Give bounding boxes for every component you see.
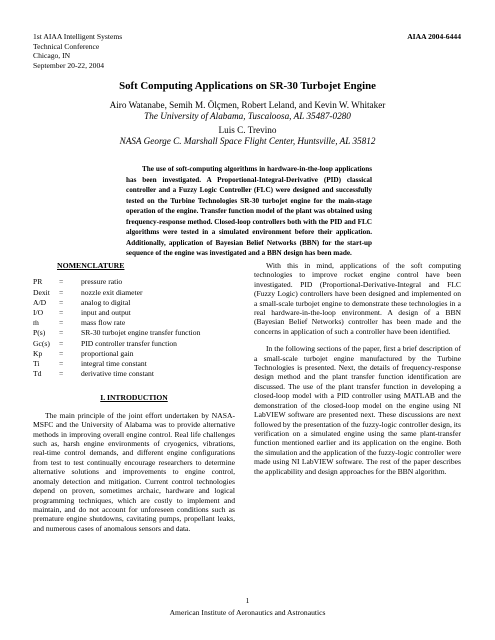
conference-line: Chicago, IN — [33, 51, 71, 61]
nomenclature-eq: = — [59, 277, 64, 287]
abstract: The use of soft-computing algorithms in hardware-in-the-loop applications has been investigated. A Proportional-Integral-Derivative (PID) classical controller and a Fuzzy Logic Controller (FLC) were designed and successfully tested on the Turbine Technologies SR-30 turbojet engine for the main-stage operation of the engine. Transfer function model of the plant was obtained using frequency-response method. Closed-loop controllers both with the PID and FLC algorithms were tested in a simulated environment before their application. Additionally, application of Bayesian Belief Networks (BBN) for the start-up sequence of the engine was investigated and a BBN design has been made. — [126, 165, 372, 257]
introduction-heading: I. INTRODUCTION — [100, 393, 168, 403]
nomenclature-def: input and output — [81, 308, 131, 318]
nomenclature-eq: = — [59, 369, 64, 379]
nomenclature-def: proportional gain — [81, 348, 134, 358]
nomenclature-eq: = — [59, 348, 64, 358]
left-column — [33, 261, 235, 533]
nomenclature-def: mass flow rate — [81, 318, 126, 328]
nomenclature-sym: I/O — [33, 308, 44, 318]
nomenclature-sym: ṁ — [33, 318, 39, 328]
nomenclature-sym: PR — [33, 277, 43, 287]
nomenclature-eq: = — [59, 328, 64, 338]
right-column — [254, 261, 461, 476]
nomenclature-row — [33, 318, 200, 328]
nomenclature-def: analog to digital — [81, 297, 131, 307]
nomenclature-def: integral time constant — [81, 359, 147, 369]
author-names: Airo Watanabe, Semih M. Ölçmen, Robert Leland, and Kevin W. Whitaker — [109, 100, 386, 110]
nomenclature-table — [33, 277, 200, 379]
footer-organization: American Institute of Aeronautics and Astronautics — [169, 608, 326, 617]
nomenclature-eq: = — [59, 287, 64, 297]
nomenclature-row — [33, 298, 200, 308]
nomenclature-def: nozzle exit diameter — [81, 287, 143, 297]
page-number: 1 — [245, 596, 250, 605]
nomenclature-row — [33, 288, 200, 298]
nomenclature-row — [33, 277, 200, 287]
nomenclature-row — [33, 349, 200, 359]
nomenclature-eq: = — [59, 308, 64, 318]
nomenclature-sym: Ti — [33, 359, 40, 369]
nomenclature-def: PID controller transfer function — [81, 338, 177, 348]
nomenclature-sym: P(s) — [33, 328, 46, 338]
nomenclature-sym: Kp — [33, 348, 43, 358]
paper-title: Soft Computing Applications on SR-30 Turbojet Engine — [119, 80, 376, 92]
paragraph: In the following sections of the paper, first a brief description of a small-scale turbojet engine manufactured by the Turbine Technologies is presented. Next, the details of frequency-response design method and the plant transfer function identification are discussed. The use of the plant transfer function in developing a closed-loop model with a PID controller using MATLAB and the demonstration of the closed-loop model on the engine using NI LabVIEW software are presented next. These discussions are next followed by the presentation of the fuzzy-logic controller design, its verification on a simulated engine using the same plant-transfer function mentioned earlier and its application on the engine. Both the simulation and the application of the fuzzy-logic controller were made using NI LabVIEW software. The rest of the paper describes the applicability and design approaches for the BBN algorithm. — [254, 344, 461, 476]
nomenclature-row — [33, 369, 200, 379]
author-names: Luis C. Trevino — [218, 125, 277, 135]
nomenclature-def: SR-30 turbojet engine transfer function — [81, 328, 201, 338]
conference-line: Technical Conference — [33, 41, 100, 51]
conference-header — [33, 32, 122, 70]
paragraph: The main principle of the joint effort undertaken by NASA-MSFC and the University of Alabama was to provide alternative methods in improving overall engine control. Real life challenges such as, harsh engine environments of cryogenics, vibrations, real-time control demands, and different engine configurations from test to test continually encourage researchers to determine alternative solutions and improvements to engine control, anomaly detection and mitigation. Current control technologies depend on proven, sometimes archaic, hardware and logical programming techniques, which are costly to implement and maintain, and do not account for unforeseen conditions such as premature engine shutdowns, cavitating pumps, propellant leaks, and numerous cases of anomalous sensors and data. — [33, 410, 235, 533]
nomenclature-eq: = — [59, 297, 64, 307]
paragraph: With this in mind, applications of the soft computing technologies to improve rocket engine control have been investigated. PID (Proportional-Derivative-Integral and FLC (Fuzzy Logic) controllers have been designed and implemented on a small-scale turbojet engine to demonstrate these technologies in a real hardware-in-the-loop environment. A design of a BBN (Bayesian Belief Networks) controller has been made and the concerns in application of such a controller have been identified. — [254, 261, 461, 336]
author-block — [0, 100, 495, 147]
author-affiliation: NASA George C. Marshall Space Flight Center, Huntsville, AL 35812 — [119, 136, 376, 146]
nomenclature-eq: = — [59, 359, 64, 369]
nomenclature-row — [33, 339, 200, 349]
nomenclature-eq: = — [59, 338, 64, 348]
nomenclature-sym: Gc(s) — [33, 338, 50, 348]
nomenclature-heading: NOMENCLATURE — [57, 261, 125, 270]
nomenclature-def: derivative time constant — [81, 369, 154, 379]
nomenclature-row — [33, 328, 200, 338]
author-affiliation: The University of Alabama, Tuscaloosa, AL 35487-0280 — [144, 111, 351, 121]
nomenclature-sym: Td — [33, 369, 42, 379]
nomenclature-row — [33, 308, 200, 318]
conference-line: September 20-22, 2004 — [33, 60, 105, 70]
paper-id: AIAA 2004-6444 — [407, 32, 461, 41]
nomenclature-row — [33, 359, 200, 369]
conference-line: 1st AIAA Intelligent Systems — [33, 32, 123, 41]
nomenclature-sym: A/D — [33, 297, 47, 307]
nomenclature-sym: Dexit — [33, 287, 50, 297]
nomenclature-def: pressure ratio — [81, 277, 123, 287]
nomenclature-eq: = — [59, 318, 64, 328]
